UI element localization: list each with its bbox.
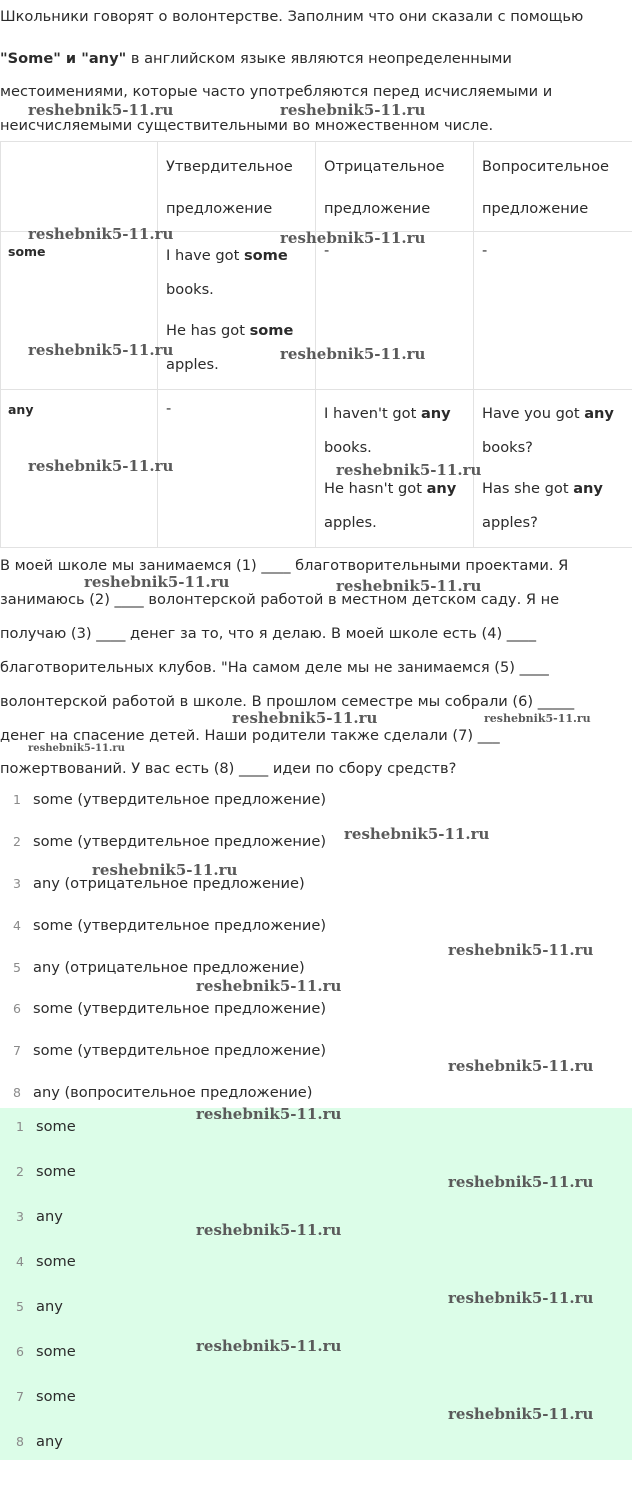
- some-interrogative-cell: -: [474, 232, 632, 390]
- list-item: 4 some: [16, 1253, 76, 1270]
- list-item: 7 some (утвердительное предложение): [13, 1042, 327, 1059]
- header-cell-interrogative: Вопросительное предложение: [474, 142, 632, 232]
- list-item: 2 some: [16, 1163, 76, 1180]
- watermark: reshebnik5-11.ru: [92, 861, 238, 879]
- list-item: 1 some: [16, 1118, 76, 1135]
- watermark: reshebnik5-11.ru: [196, 1221, 342, 1239]
- row-label-cell: [1, 232, 158, 390]
- any-negative-cell: I haven't got any books. He hasn't got any apples.: [316, 390, 474, 548]
- watermark: reshebnik5-11.ru: [344, 825, 490, 843]
- list-item: 8 any (вопросительное предложение): [13, 1084, 313, 1101]
- watermark: reshebnik5-11.ru: [28, 341, 174, 359]
- intro-line-2: "Some" и "any" в английском языке являются неопределенными: [0, 50, 512, 67]
- list-item: 7 some: [16, 1388, 76, 1405]
- intro-line-1: Школьники говорят о волонтерстве. Заполним что они сказали с помощью: [0, 8, 584, 25]
- row-label-some: some: [8, 244, 46, 259]
- watermark: reshebnik5-11.ru: [448, 941, 594, 959]
- any-affirmative-cell: -: [158, 390, 316, 548]
- exercise-line-6: денег на спасение детей. Наши родители также сделали (7) ___: [0, 727, 500, 744]
- watermark: reshebnik5-11.ru: [448, 1057, 594, 1075]
- watermark: reshebnik5-11.ru: [448, 1173, 594, 1191]
- table-row-some: [1, 232, 632, 390]
- watermark: reshebnik5-11.ru: [448, 1405, 594, 1423]
- list-item: 3 any: [16, 1208, 63, 1225]
- watermark: reshebnik5-11.ru: [28, 743, 125, 754]
- watermark: reshebnik5-11.ru: [484, 712, 591, 725]
- some-affirmative-cell: I have got some books. He has got some apples.: [158, 232, 316, 390]
- table-header-row: [1, 142, 632, 232]
- watermark: reshebnik5-11.ru: [280, 101, 426, 119]
- watermark: reshebnik5-11.ru: [232, 709, 378, 727]
- watermark: reshebnik5-11.ru: [28, 457, 174, 475]
- row-label-any: any: [8, 402, 34, 417]
- watermark: reshebnik5-11.ru: [280, 229, 426, 247]
- list-item: 6 some: [16, 1343, 76, 1360]
- some-negative-cell: -: [316, 232, 474, 390]
- header-cell-empty: [1, 142, 158, 232]
- watermark: reshebnik5-11.ru: [448, 1289, 594, 1307]
- list-item: 6 some (утвердительное предложение): [13, 1000, 327, 1017]
- exercise-line-2: занимаюсь (2) ____ волонтерской работой в местном детском саду. Я не: [0, 591, 560, 608]
- watermark: reshebnik5-11.ru: [84, 573, 230, 591]
- watermark: reshebnik5-11.ru: [28, 101, 174, 119]
- exercise-line-5: волонтерской работой в школе. В прошлом семестре мы собрали (6) _____: [0, 693, 575, 710]
- intro-line-3: местоимениями, которые часто употребляются перед исчисляемыми и: [0, 83, 553, 100]
- any-interrogative-cell: Have you got any books? Has she got any apples?: [474, 390, 632, 548]
- list-item: 4 some (утвердительное предложение): [13, 917, 327, 934]
- watermark: reshebnik5-11.ru: [196, 1105, 342, 1123]
- watermark: reshebnik5-11.ru: [196, 977, 342, 995]
- header-cell-negative: Отрицательное предложение: [316, 142, 474, 232]
- list-item: 8 any: [16, 1433, 63, 1450]
- some-any-bold: "Some" и "any": [0, 50, 127, 67]
- exercise-line-1: В моей школе мы занимаемся (1) ____ благотворительными проектами. Я: [0, 557, 569, 574]
- watermark: reshebnik5-11.ru: [280, 345, 426, 363]
- exercise-line-3: получаю (3) ____ денег за то, что я делаю. В моей школе есть (4) ____: [0, 625, 536, 642]
- list-item: 5 any (отрицательное предложение): [13, 959, 305, 976]
- exercise-line-4: благотворительных клубов. "На самом деле мы не занимаемся (5) ____: [0, 659, 549, 676]
- exercise-line-7: пожертвований. У вас есть (8) ____ идеи по сбору средств?: [0, 760, 457, 777]
- watermark: reshebnik5-11.ru: [336, 577, 482, 595]
- watermark: reshebnik5-11.ru: [336, 461, 482, 479]
- list-item: 1 some (утвердительное предложение): [13, 791, 327, 808]
- list-item: 5 any: [16, 1298, 63, 1315]
- watermark: reshebnik5-11.ru: [196, 1337, 342, 1355]
- watermark: reshebnik5-11.ru: [28, 225, 174, 243]
- list-item: 2 some (утвердительное предложение): [13, 833, 327, 850]
- intro-line-4: неисчисляемыми существительными во множественном числе.: [0, 117, 494, 134]
- header-cell-affirmative: Утвердительное предложение: [158, 142, 316, 232]
- list-item: 3 any (отрицательное предложение): [13, 875, 305, 892]
